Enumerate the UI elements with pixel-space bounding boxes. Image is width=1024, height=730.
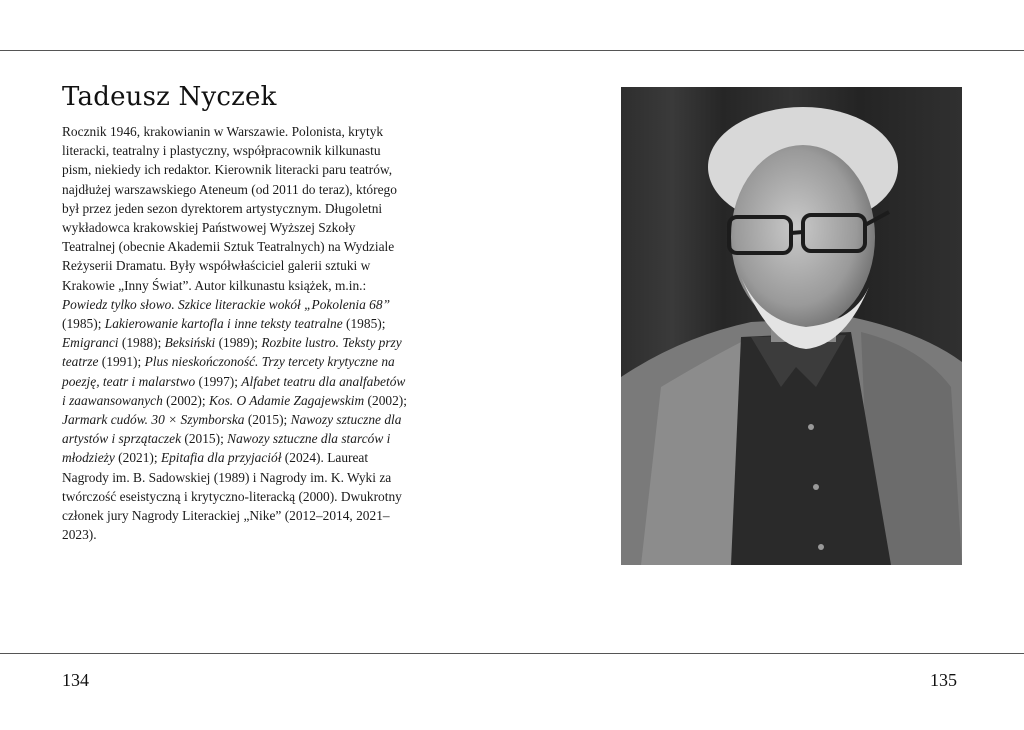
book-title: Nawozy sztuczne dla artystów i sprzątaczek [62,412,402,447]
book-title: Alfabet teatru dla analfabetów i zaawansowanych [62,373,406,408]
bio-text-run: (1988); [118,335,165,351]
book-title: Epitafia dla przyjaciół [160,450,282,466]
bio-text-run: (1991); [98,354,145,370]
book-title: Lakierowanie kartofla i inne teksty teatralne [104,316,343,332]
bottom-rule [0,653,1024,654]
page-title: Tadeusz Nyczek [62,82,277,112]
book-title: Emigranci [62,335,119,351]
bio-text-run: (1997); [195,373,242,389]
portrait-photo [621,87,962,565]
book-title: Powiedz tylko słowo. Szkice literackie wokół „Pokolenia 68” [62,296,391,312]
bio-text-run: (2024). Laureat Nagrody im. B. Sadowskiej (1989) i Nagrody im. K. Wyki za twórczość eseistyczną i krytyczno-literacką (2000). Dwukrotny członek jury Nagrody Literackiej „Nike” (2012–2014, 2021–2023). [62,450,402,543]
right-page-number: 135 [930,670,957,690]
book-title: Nawozy sztuczne dla starców i młodzieży [62,431,391,466]
book-title: Plus nieskończoność. Trzy tercety krytyczne na poezję, teatr i malarstwo [62,354,395,389]
left-page-number: 134 [62,670,89,690]
bio-text-run: (2015); [181,431,228,447]
book-title: Rozbite lustro. Teksty przy teatrze [62,335,402,370]
bio-text-run: (1989); [215,335,262,351]
book-title: Kos. O Adamie Zagajewskim [208,392,365,408]
bio-text-run: (1985); [342,316,386,332]
bio-text-run: (2002); [364,392,407,408]
bio-text-run: (2015); [244,412,291,428]
book-title: Beksiński [164,335,216,351]
top-rule [0,50,1024,51]
bio-text-run: (2002); [162,392,209,408]
bio-text-run: Rocznik 1946, krakowianin w Warszawie. Polonista, krytyk literacki, teatralny i plastyczny, współpracownik kilkunastu pism, niekiedy ich redaktor. Kierownik literacki paru teatrów, najdłużej warszawskiego Ateneum (od 2011 do teraz), którego był przez jeden sezon dyrektorem artystycznym. Długoletni wykładowca krakowskiej Państwowej Wyższej Szkoły Teatralnej (obecnie Akademii Sztuk Teatralnych) na Wydziale Reżyserii Dramatu. Były współwłaściciel galerii sztuki w Krakowie „Inny Świat”. Autor kilkunastu książek, m.in.: [62,124,397,293]
book-title: Jarmark cudów. 30 × Szymborska [62,412,245,428]
bio-text-run: (2021); [114,450,161,466]
biography-text [62,122,407,544]
bio-text-run: (1985); [62,316,105,332]
